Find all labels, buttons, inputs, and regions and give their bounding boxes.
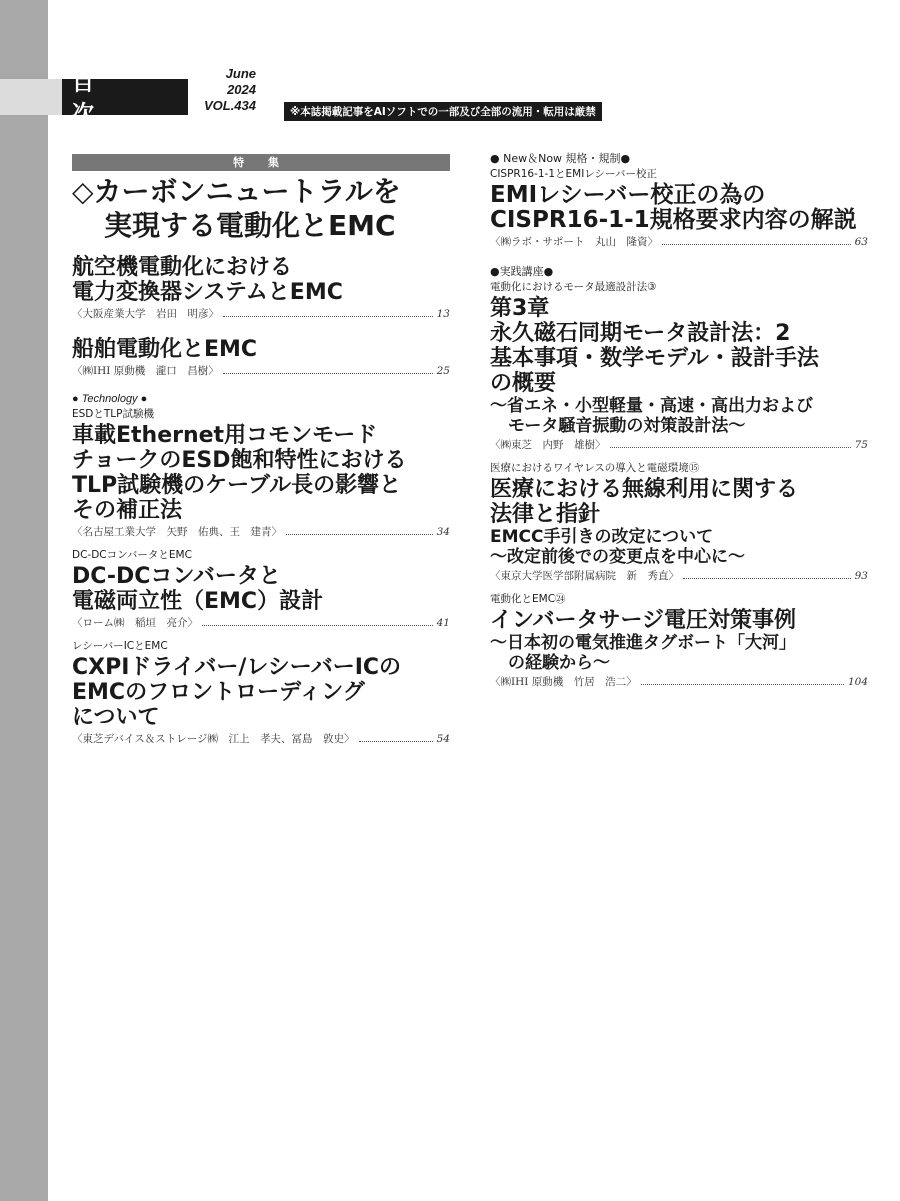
title-line: CXPIドライバー/レシーバーICの: [72, 655, 402, 680]
title-line: 電力変換器システムとEMC: [72, 280, 343, 305]
title-line: 車載Ethernet用コモンモード: [72, 423, 378, 448]
title-line: CISPR16-1-1規格要求内容の解説: [490, 207, 857, 233]
author: 〈名古屋工業大学 矢野 佑典、王 建青〉: [72, 526, 282, 538]
title-line: 船舶電動化とEMC: [72, 337, 258, 362]
title-line: EMIレシーバー校正の為の: [490, 182, 766, 208]
issue-month: June: [225, 66, 256, 81]
article-byline: [490, 236, 868, 249]
header-band-accent: [0, 79, 62, 115]
title-line: 電磁両立性（EMC）設計: [72, 589, 324, 614]
issue-info: [180, 66, 256, 114]
article-subtitle: [490, 633, 868, 673]
article-title[interactable]: [490, 477, 868, 527]
article-byline: [72, 617, 450, 630]
page-number: 93: [854, 570, 868, 582]
series-label: レシーバーICとEMC: [72, 640, 168, 652]
leader-dots: [223, 373, 433, 374]
article-title[interactable]: [72, 655, 450, 730]
series-label: 電動化とEMC㉔: [490, 593, 566, 605]
feature-title-line: ◇カーボンニュートラルを: [72, 175, 401, 208]
series-label: 電動化におけるモータ最適設計法③: [490, 281, 657, 293]
author: 〈ローム㈱ 稲垣 亮介〉: [72, 617, 198, 629]
feature-title: [72, 175, 450, 243]
title-line: 永久磁石同期モータ設計法：2: [490, 321, 791, 346]
page-number: 13: [436, 308, 450, 320]
article-byline: [72, 733, 450, 746]
category-label: ● Technology ●: [72, 393, 148, 405]
issue-year: 2024: [227, 82, 256, 97]
issue-volume: VOL.434: [203, 98, 256, 113]
article-byline: [490, 570, 868, 583]
article-byline: [490, 439, 868, 452]
article-byline: [72, 526, 450, 539]
article-byline: [490, 676, 868, 689]
author: 〈東芝デバイス＆ストレージ㈱ 江上 孝夫、冨島 敦史〉: [72, 733, 355, 745]
title-line: 法律と指針: [490, 502, 601, 527]
series-label: ESDとTLP試験機: [72, 408, 154, 420]
subtitle-line: 〜改定前後での変更点を中心に〜: [490, 547, 745, 567]
article-title[interactable]: [490, 296, 868, 396]
leader-dots: [662, 244, 851, 245]
author: 〈㈱東芝 内野 雄樹〉: [490, 439, 606, 451]
feature-title-line: 実現する電動化とEMC: [104, 209, 396, 242]
title-line: DC-DCコンバータと: [72, 564, 281, 589]
title-line: EMCのフロントローディング: [72, 680, 365, 705]
category-technology: [72, 392, 450, 406]
page-number: 41: [436, 617, 450, 629]
title-line: チョークのESD飽和特性における: [72, 448, 407, 473]
toc-title: 目 次: [62, 79, 188, 115]
leader-dots: [286, 534, 433, 535]
leader-dots: [610, 447, 851, 448]
page-number: 34: [436, 526, 450, 538]
title-line: 医療における無線利用に関する: [490, 477, 799, 502]
subtitle-line: EMCC手引きの改定について: [490, 527, 714, 547]
title-line: 基本事項・数学モデル・設計手法: [490, 346, 819, 371]
article-subtitle: [490, 527, 868, 567]
author: 〈東京大学医学部附属病院 新 秀直〉: [490, 570, 679, 582]
toc-left-column: [72, 150, 450, 746]
title-line: TLP試験機のケーブル長の影響と: [72, 473, 402, 498]
subtitle-line: 〜日本初の電気推進タグボート「大河」: [490, 633, 796, 653]
title-line: の概要: [490, 371, 557, 396]
category-practice: ●実践講座●: [490, 265, 554, 278]
feature-label: 特 集: [72, 154, 450, 171]
subtitle-line: モータ騒音振動の対策設計法〜: [508, 416, 746, 436]
title-line: 航空機電動化における: [72, 255, 293, 280]
page-number: 25: [436, 365, 450, 377]
article-title[interactable]: [490, 183, 868, 233]
article-subtitle: [490, 396, 868, 436]
page-number: 104: [847, 676, 868, 688]
subtitle-line: の経験から〜: [508, 653, 610, 673]
author: 〈㈱IHI 原動機 瀧口 昌樹〉: [72, 365, 219, 377]
copyright-notice: ※本誌掲載記事をAIソフトでの一部及び全部の流用・転用は厳禁: [284, 102, 602, 121]
page-number: 75: [854, 439, 868, 451]
toc-right-column: [490, 150, 868, 689]
subtitle-line: 〜省エネ・小型軽量・高速・高出力および: [490, 396, 813, 416]
title-line: 第3章: [490, 296, 550, 321]
title-line: その補正法: [72, 498, 183, 523]
category-new-and-now: ● New＆Now 規格・規制●: [490, 152, 631, 165]
series-label: 医療におけるワイヤレスの導入と電磁環境⑮: [490, 462, 700, 474]
page-number: 63: [854, 236, 868, 248]
article-title[interactable]: [72, 423, 450, 523]
leader-dots: [202, 625, 433, 626]
author: 〈大阪産業大学 岩田 明彦〉: [72, 308, 219, 320]
series-label: CISPR16-1-1とEMIレシーバー校正: [490, 168, 658, 180]
article-title[interactable]: [72, 564, 450, 614]
title-line: について: [72, 705, 160, 730]
leader-dots: [683, 578, 851, 579]
article-title[interactable]: [72, 337, 450, 362]
leader-dots: [223, 316, 433, 317]
leader-dots: [359, 741, 433, 742]
article-byline: [72, 365, 450, 378]
title-line: インバータサージ電圧対策事例: [490, 608, 797, 633]
series-label: DC-DCコンバータとEMC: [72, 549, 192, 561]
article-title[interactable]: [490, 608, 868, 633]
author: 〈㈱IHI 原動機 竹居 浩二〉: [490, 676, 637, 688]
page-number: 54: [436, 733, 450, 745]
author: 〈㈱ラボ・サポート 丸山 隆資〉: [490, 236, 658, 248]
article-title[interactable]: [72, 255, 450, 305]
leader-dots: [641, 684, 844, 685]
left-margin-band: [0, 0, 48, 1201]
article-byline: [72, 308, 450, 321]
